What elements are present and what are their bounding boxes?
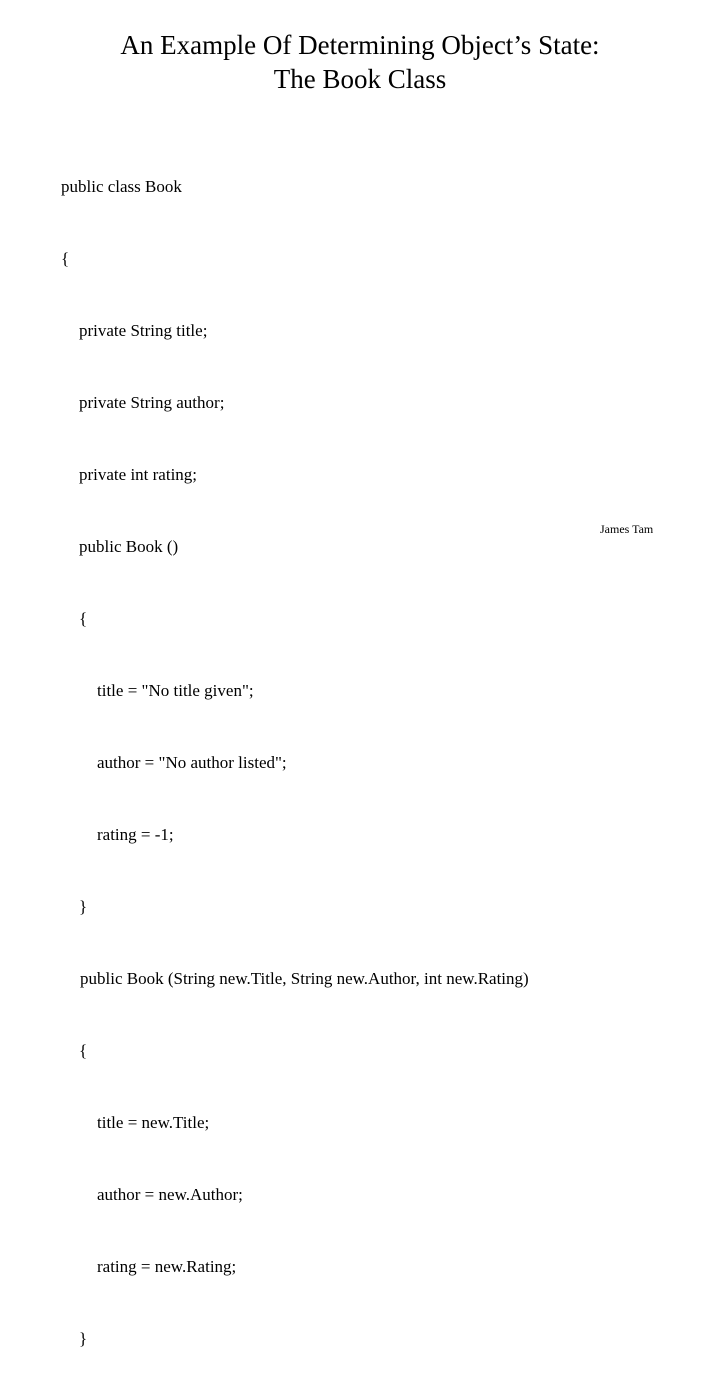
code-line: { <box>61 249 70 268</box>
code-line: public class Book <box>61 177 182 196</box>
code-line: { <box>79 1041 88 1060</box>
slide-title-line-1: An Example Of Determining Object’s State: <box>120 30 600 60</box>
code-line: public Book (String new.Title, String new.Author, int new.Rating) <box>80 969 529 988</box>
code-line: rating = -1; <box>97 825 174 844</box>
code-line: private int rating; <box>79 465 198 484</box>
code-line: rating = new.Rating; <box>97 1257 237 1276</box>
code-line: author = "No author listed"; <box>97 753 287 772</box>
code-listing <box>61 127 529 1375</box>
code-line: } <box>79 897 88 916</box>
footer-author: James Tam <box>600 522 654 536</box>
code-line: private String title; <box>79 321 208 340</box>
slide-title <box>0 28 720 96</box>
code-line: title = new.Title; <box>97 1113 210 1132</box>
code-line: } <box>79 1329 88 1348</box>
code-line: public Book () <box>79 537 179 556</box>
code-line: title = "No title given"; <box>97 681 254 700</box>
code-line: private String author; <box>79 393 225 412</box>
code-line: { <box>79 609 88 628</box>
slide-title-line-2: The Book Class <box>273 64 447 94</box>
code-line: author = new.Author; <box>97 1185 243 1204</box>
